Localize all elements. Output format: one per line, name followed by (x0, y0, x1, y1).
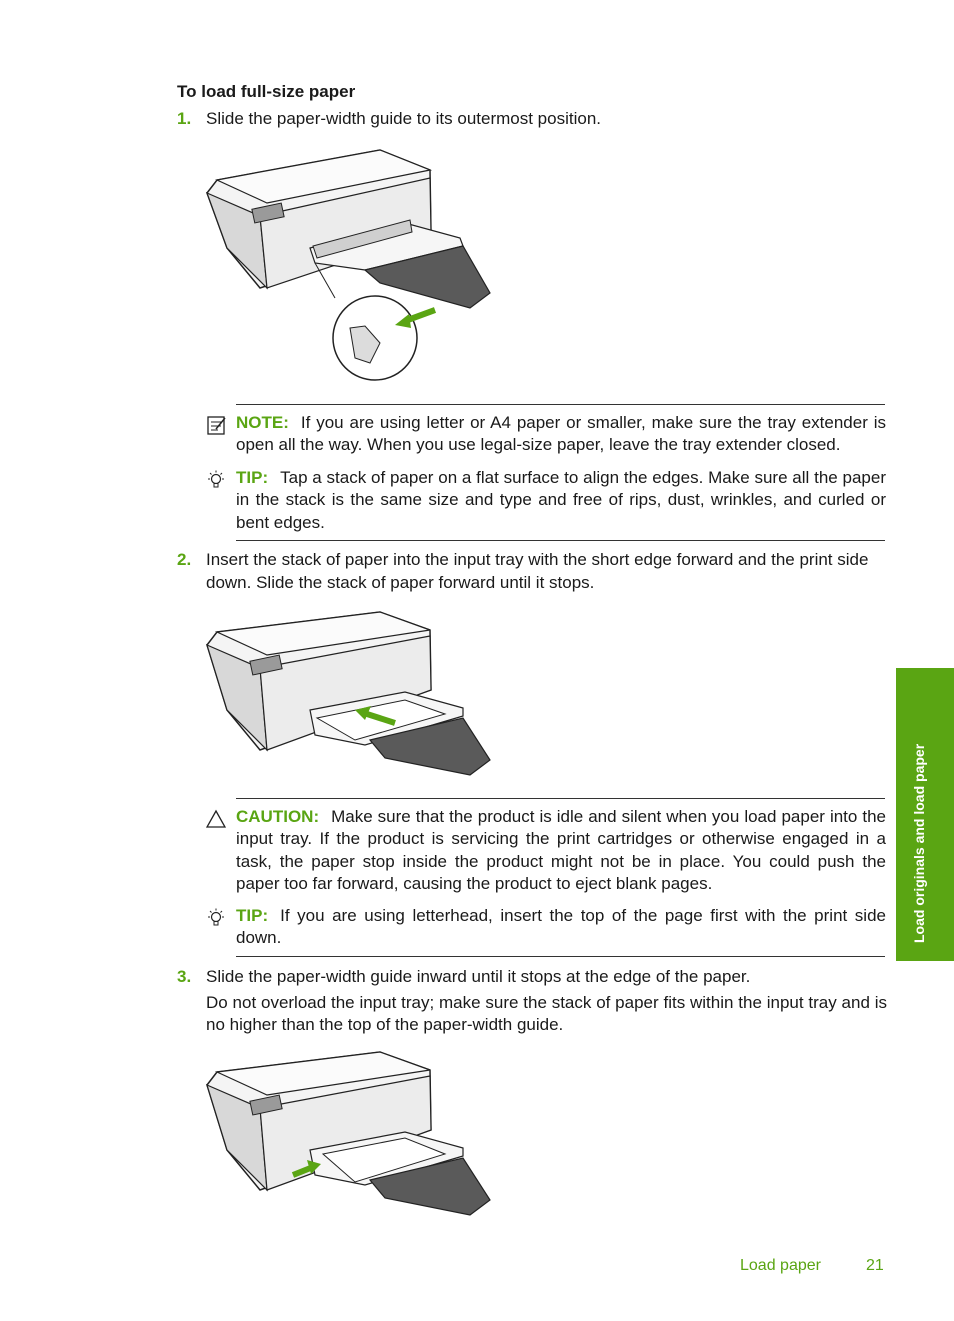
step-number: 2. (177, 550, 192, 569)
side-tab-label: Load originals and load paper (911, 743, 927, 943)
caution-triangle-icon (206, 809, 226, 829)
note-icon (206, 415, 226, 435)
caution-label: CAUTION: (236, 807, 320, 826)
step-text: Slide the paper-width guide inward until it stops at the edge of the paper. (206, 967, 751, 986)
note-text: If you are using letter or A4 paper or smaller, make sure the tray extender is open all the way. When you use legal-size paper, leave the tray extender closed. (236, 413, 886, 455)
lightbulb-icon (206, 908, 226, 928)
section-title: To load full-size paper (177, 82, 356, 101)
lightbulb-icon (206, 470, 226, 490)
printer-illustration-guide-out (205, 148, 495, 384)
callout-rule-bottom (236, 540, 885, 541)
step-number: 3. (177, 967, 192, 986)
footer-section: Load paper (740, 1257, 821, 1274)
step-extra-text: Do not overload the input tray; make sure the stack of paper fits within the input tray and is no higher than the top of the paper-width guide. (206, 992, 887, 1034)
caution-callout (206, 806, 886, 895)
callout-rule-top-2 (236, 798, 885, 799)
tip-label: TIP: (236, 906, 269, 925)
chapter-side-tab (896, 668, 954, 961)
step-number: 1. (177, 109, 192, 128)
callout-rule-bottom-2 (236, 956, 885, 957)
step-3 (177, 966, 887, 1037)
tip-text: Tap a stack of paper on a flat surface to align the edges. Make sure all the paper in the stack is the same size and type and free of rips, dust, wrinkles, and curled or bent edges. (236, 468, 886, 532)
callout-rule-top (236, 404, 885, 405)
printer-illustration-guide-in (205, 1050, 495, 1220)
tip-callout-2 (206, 905, 886, 950)
tip-label: TIP: (236, 468, 269, 487)
caution-text: Make sure that the product is idle and silent when you load paper into the input tray. If the product is servicing the print cartridges or otherwise engaged in a task, the paper stop inside the product might not be in place. You could push the paper too far forward, causing the product to eject blank pages. (236, 807, 886, 893)
page-number: 21 (866, 1257, 884, 1274)
printer-illustration-insert-paper (205, 610, 495, 780)
step-text: Slide the paper-width guide to its outermost position. (206, 109, 602, 128)
step-1 (177, 108, 887, 131)
step-text: Insert the stack of paper into the input tray with the short edge forward and the print side down. Slide the stack of paper forward until it stops. (206, 550, 869, 592)
tip-text: If you are using letterhead, insert the top of the page first with the print side down. (236, 906, 886, 948)
note-callout (206, 412, 886, 457)
step-2 (177, 549, 887, 594)
note-label: NOTE: (236, 413, 289, 432)
tip-callout-1 (206, 467, 886, 534)
